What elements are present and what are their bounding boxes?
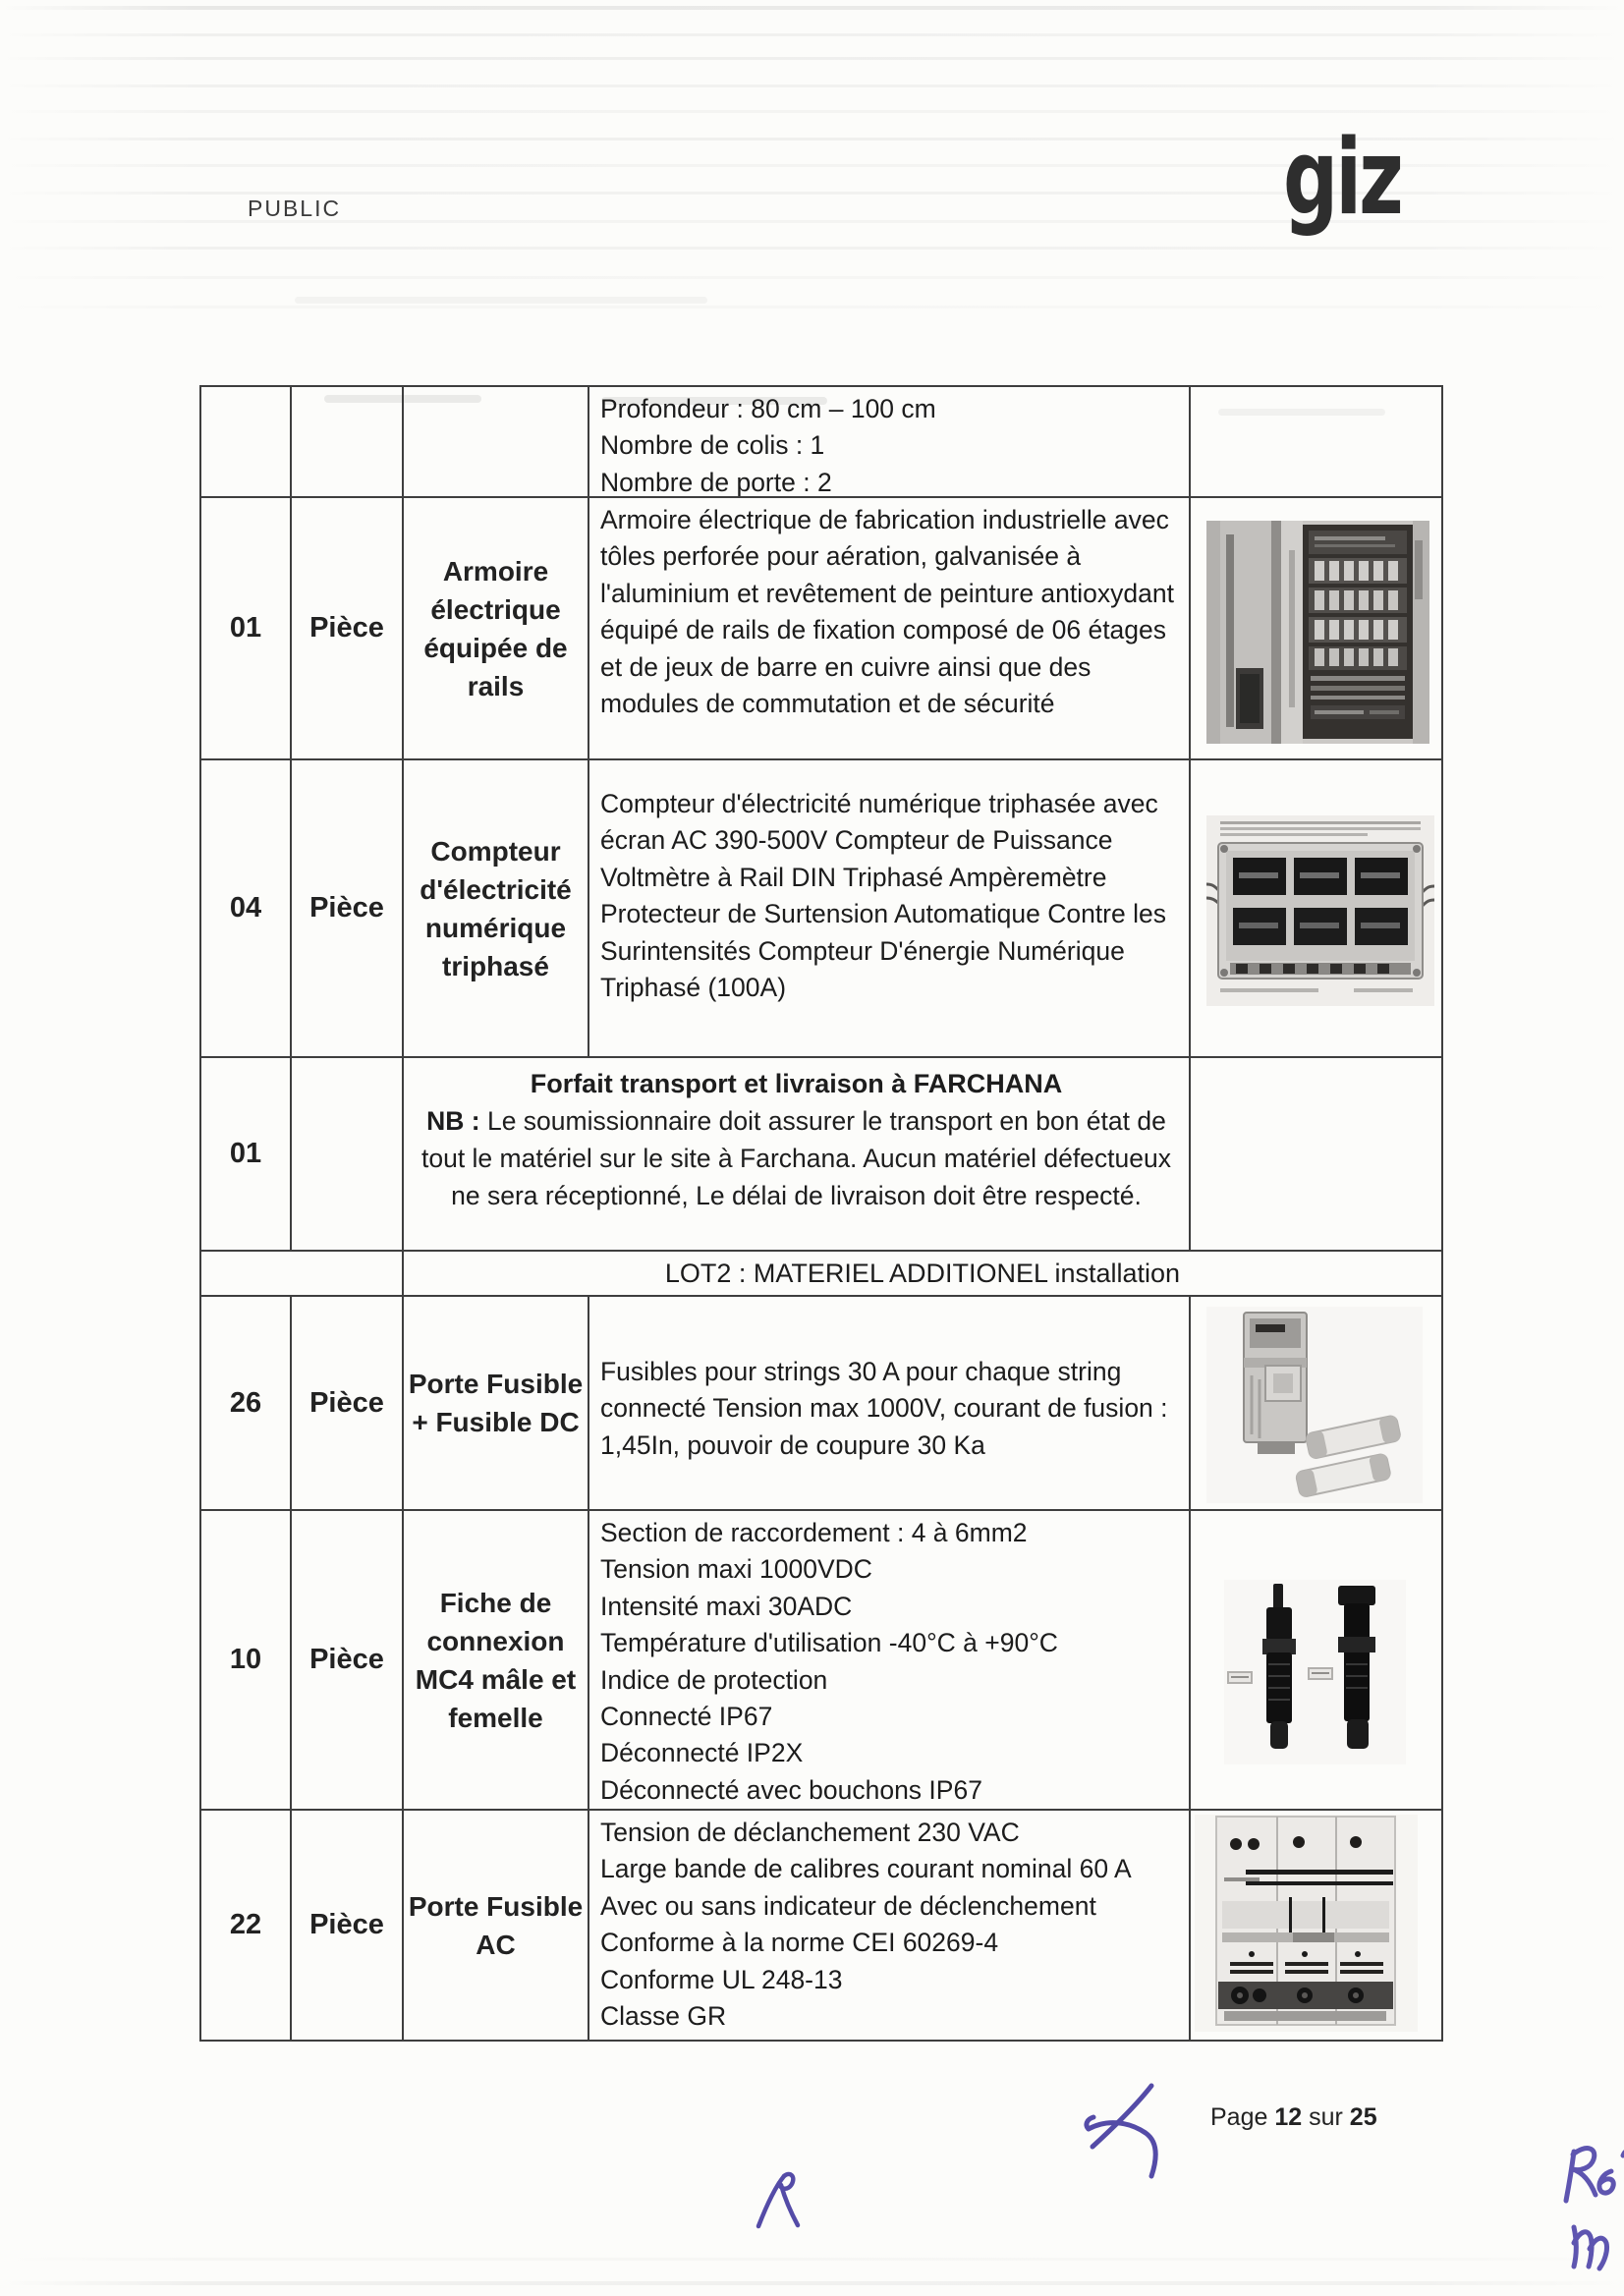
cell-image [1191,760,1441,1058]
page-label: Page [1210,2103,1268,2131]
classification-label: PUBLIC [248,196,342,221]
cell-description: Compteur d'électricité numérique triphasée avec écran AC 390-500V Compteur de Puissance Voltmètre à Rail DIN Triphasé Ampèremètre Protecteur de Surtension Automatique Contre les Surintensités Compteur D'énergie Numérique Triphasé (100A) [589,760,1191,1058]
spec-line: Intensité maxi 30ADC [600,1591,853,1621]
cell-unit-empty [292,1058,404,1252]
cell-quantity: 01 [201,498,292,760]
scan-smudge [295,297,707,304]
three-phase-digital-meter-photo [1206,815,1434,1006]
scan-streak [0,2281,1624,2285]
scan-streak [0,110,1624,113]
cell-image-empty [1191,387,1441,498]
cell-item-name: Porte Fusible AC [404,1811,589,2040]
page-footer [1210,2103,1377,2132]
page-separator: sur [1309,2103,1343,2131]
nb-label: NB : [426,1106,480,1136]
ac-three-pole-fuse-holder-photo [1195,1815,1418,2032]
spec-line: Connecté IP67 [600,1702,773,1732]
cell-item-name: Compteur d'électricité numérique triphasé [404,760,589,1058]
cell-image-empty [1191,1058,1441,1252]
cell-unit: Pièce [292,760,404,1058]
handwritten-crossed-paraph [1081,2078,1179,2186]
cell-unit-empty [292,387,404,498]
cell-item-name: Porte Fusible + Fusible DC [404,1297,589,1511]
page-total: 25 [1349,2103,1377,2131]
transport-note-title: Forfait transport et livraison à FARCHANA [530,1069,1063,1098]
section-header-lot2: LOT2 : MATERIEL ADDITIONEL installation [404,1252,1441,1297]
cell-description [589,1511,1191,1811]
scan-streak [0,276,1624,279]
scan-streak [0,57,1624,60]
scan-streak [0,306,1624,308]
electrical-cabinet-interior-photo [1206,521,1429,744]
cell-image [1191,498,1441,760]
cell-description [589,1811,1191,2040]
cell-item-name: Fiche de connexion MC4 mâle et femelle [404,1511,589,1811]
mc4-male-female-connectors-photo [1224,1580,1406,1764]
equipment-table [199,385,1443,2042]
cell-image [1191,1297,1441,1511]
scan-streak [0,2258,1624,2261]
spec-line: Indice de protection [600,1664,828,1695]
giz-logo: giz [1283,117,1401,238]
page-number: 12 [1274,2103,1303,2131]
cell-quantity: 26 [201,1297,292,1511]
cell-quantity: 01 [201,1058,292,1252]
cell-unit: Pièce [292,1811,404,2040]
cell-quantity: 22 [201,1811,292,2040]
handwritten-initial-w [1564,2215,1618,2279]
spec-line: Température d'utilisation -40°C à +90°C [600,1628,1058,1658]
cell-unit: Pièce [292,1511,404,1811]
cell-description [589,387,1191,498]
scan-streak [0,84,1624,87]
cell-unit: Pièce [292,1297,404,1511]
spec-line: Classe GR [600,2001,727,2032]
spec-line: Nombre de colis : 1 [600,430,825,461]
spec-line: Large bande de calibres courant nominal 60 A [600,1854,1132,1884]
cell-image [1191,1511,1441,1811]
cell-section-empty [201,1252,404,1297]
cell-image [1191,1811,1441,2040]
cell-name-empty [404,387,589,498]
spec-line: Section de raccordement : 4 à 6mm2 [600,1518,1028,1547]
transport-note-body [418,1102,1175,1214]
spec-line: Conforme UL 248-13 [600,1964,843,1994]
spec-line: Tension maxi 1000VDC [600,1554,872,1585]
cell-quantity: 04 [201,760,292,1058]
cell-unit: Pièce [292,498,404,760]
scan-streak [0,247,1624,250]
cell-transport-note [404,1058,1191,1252]
spec-line: Nombre de porte : 2 [600,467,832,497]
cell-qty-empty [201,387,292,498]
spec-line: Déconnecté avec bouchons IP67 [600,1774,982,1805]
cell-item-name: Armoire électrique équipée de rails [404,498,589,760]
handwritten-initial-paraph [752,2169,806,2235]
spec-line: Conforme à la norme CEI 60269-4 [600,1928,999,1958]
scan-streak [0,33,1624,36]
spec-line: Avec ou sans indicateur de déclenchement [600,1890,1096,1921]
cell-quantity: 10 [201,1511,292,1811]
dc-fuse-holder-and-fuses-photo [1206,1307,1423,1503]
nb-text: Le soumissionnaire doit assurer le transport en bon état de tout le matériel sur le site à Farchana. Aucun matériel défectueux ne sera réceptionné, Le délai de livraison doit être respecté. [420,1106,1171,1210]
spec-line: Profondeur : 80 cm – 100 cm [600,394,936,423]
scan-streak [0,6,1624,10]
cell-description: Armoire électrique de fabrication industrielle avec tôles perforée pour aération, galvanisée à l'aluminium et revêtement de peinture antioxydant équipé de rails de fixation composé de 06 étages et de jeux de barre en cuivre ainsi que des modules de commutation et de sécurité [589,498,1191,760]
cell-description: Fusibles pour strings 30 A pour chaque string connecté Tension max 1000V, courant de fusion : 1,45In, pouvoir de coupure 30 Ka [589,1297,1191,1511]
handwritten-initials-re [1560,2140,1624,2215]
spec-line: Tension de déclanchement 230 VAC [600,1818,1020,1847]
spec-line: Déconnecté IP2X [600,1738,804,1768]
